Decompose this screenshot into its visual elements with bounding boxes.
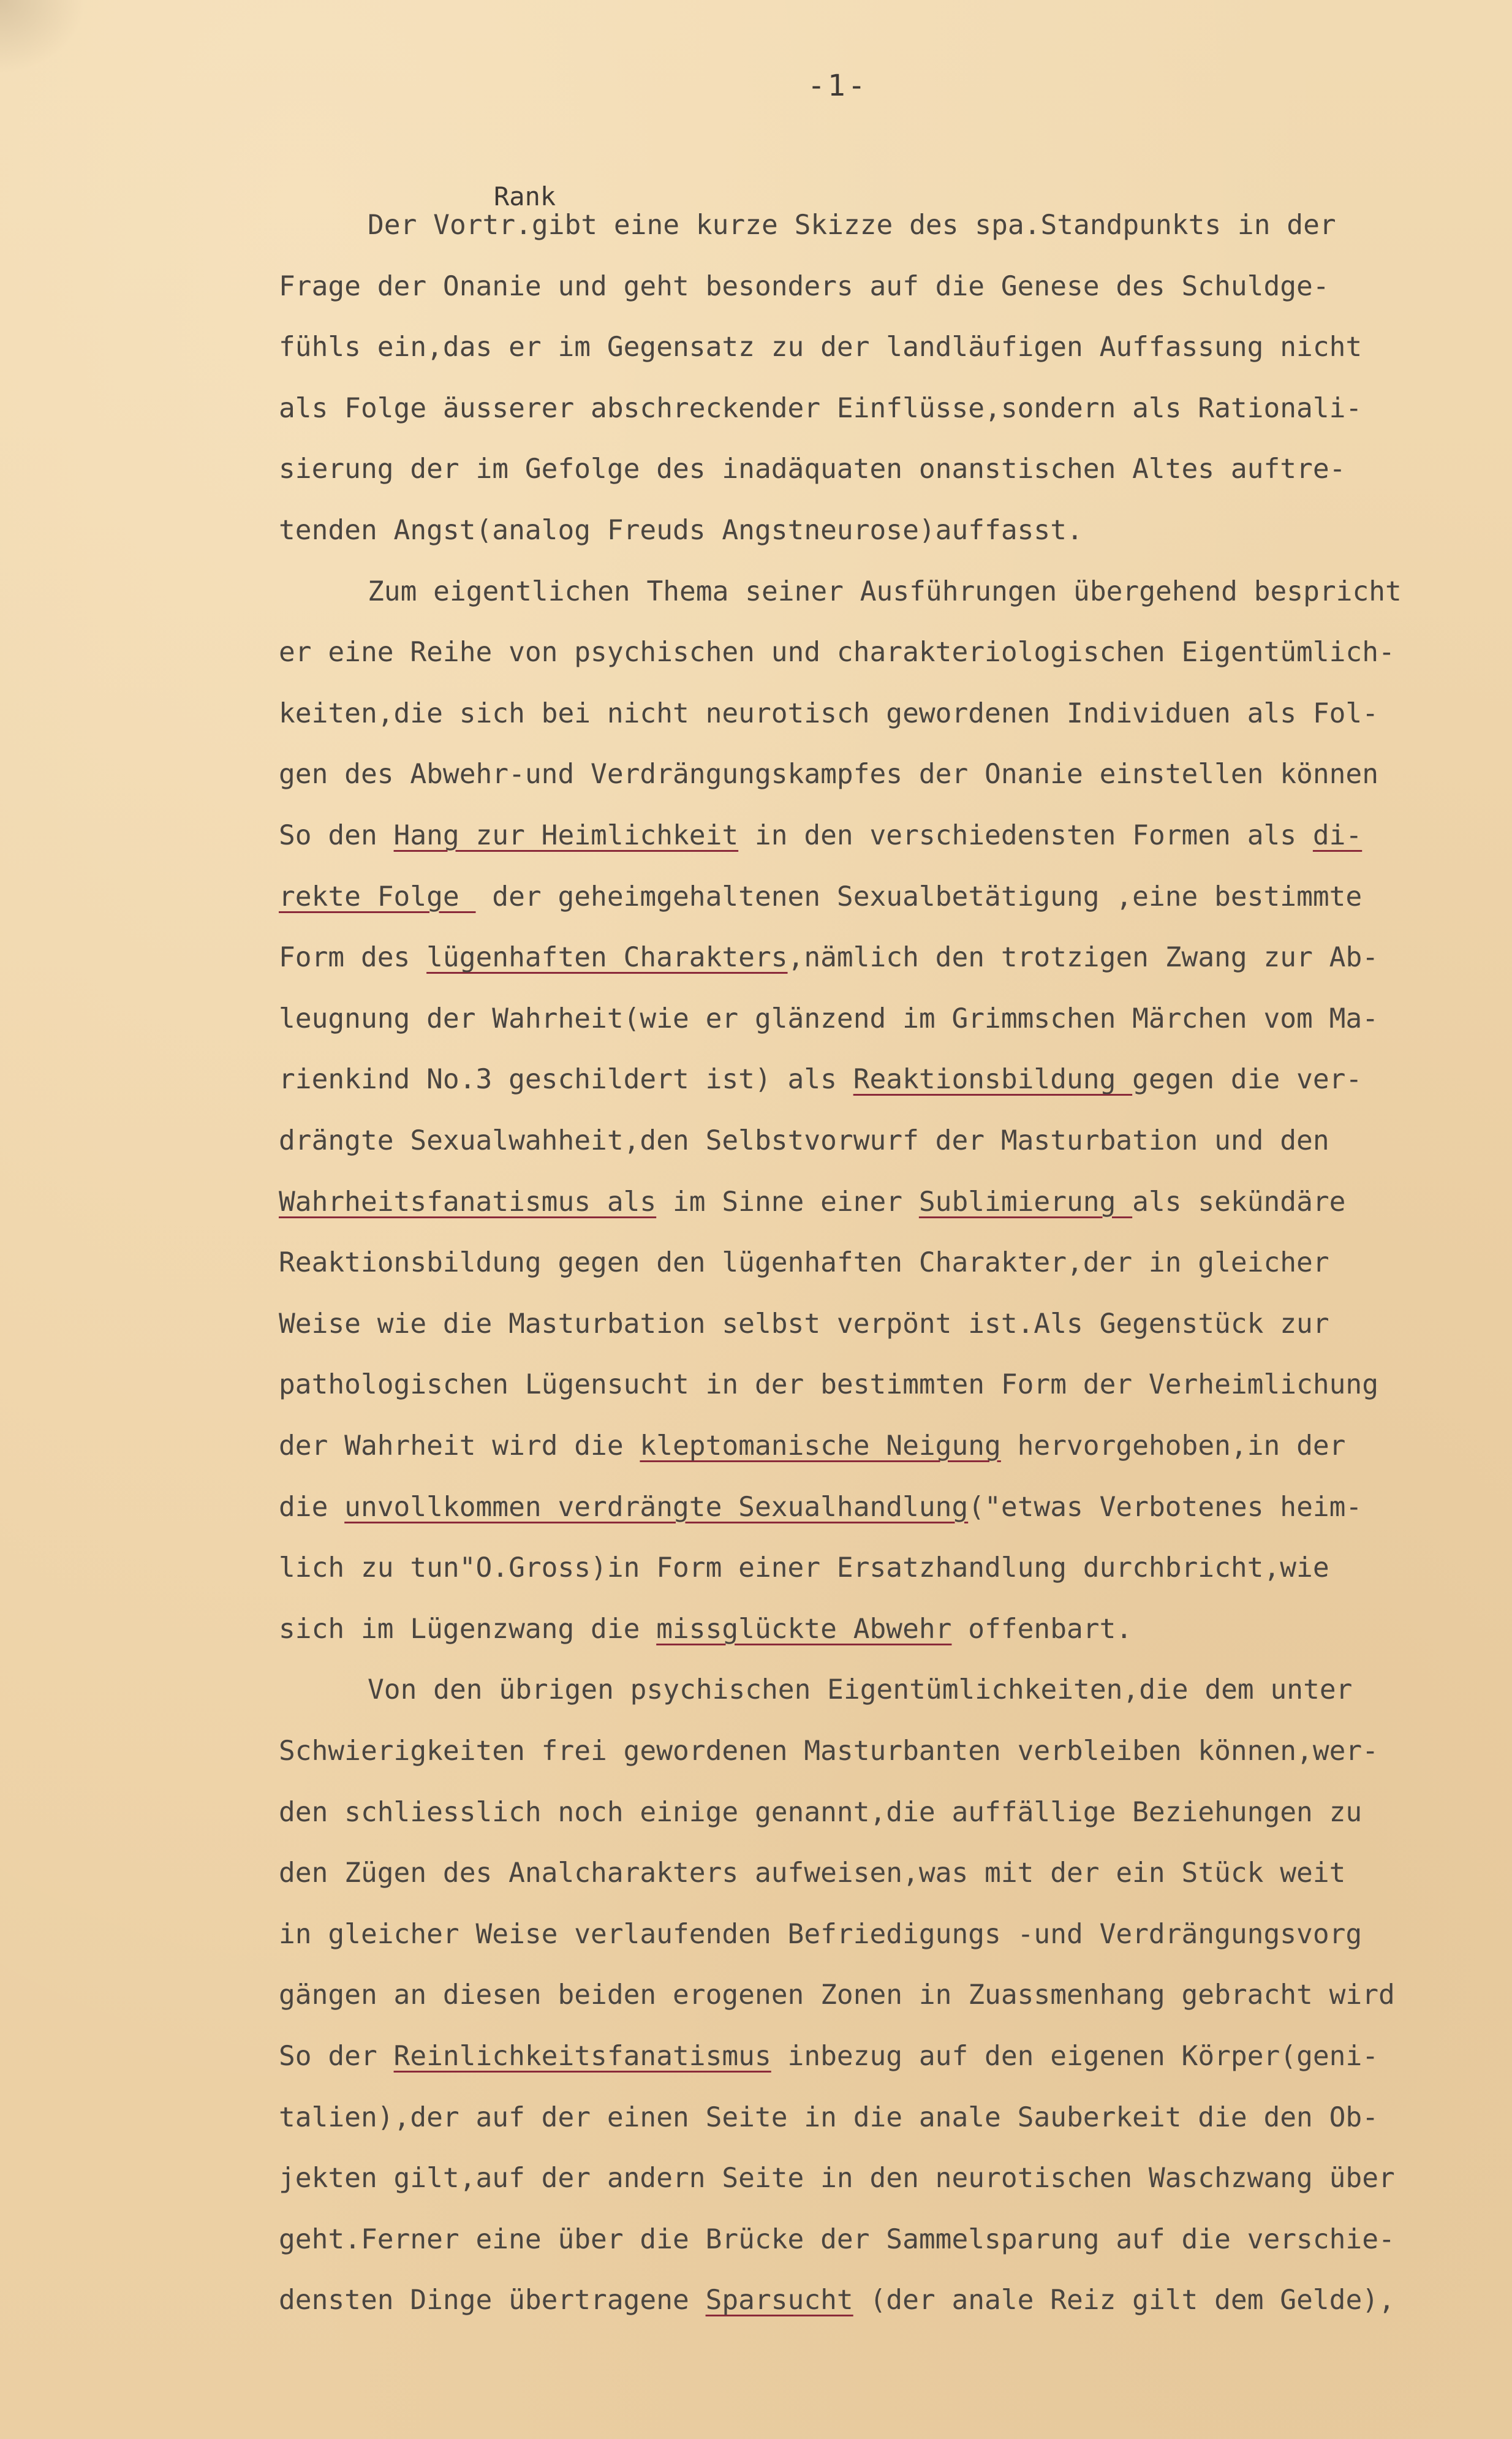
text-segment: gen des Abwehr-und Verdrängungskampfes der Onanie einstellen können [279,759,1379,791]
text-line [279,757,1378,792]
text-segment: sich im Lügenzwang die [279,1613,657,1645]
underlined-phrase: Sublimierung [918,1186,1133,1218]
text-line [368,208,1336,243]
text-segment: inbezug auf den eigenen Körper(geni- [771,2041,1379,2072]
text-segment: in den verschiedensten Formen als [738,820,1313,851]
underlined-phrase: Sparsucht [705,2285,853,2316]
text-line [279,514,1083,548]
text-line [279,1490,1362,1525]
text-line [279,1856,1345,1891]
text-segment: Reaktionsbildung gegen den lügenhaften Charakter,der in gleicher [279,1247,1329,1279]
text-line [279,1612,1132,1647]
text-line [279,270,1329,304]
text-line [279,1002,1378,1036]
text-segment: tenden Angst(analog Freuds Angstneurose)auffasst. [279,515,1083,546]
text-line [279,819,1362,853]
text-line [279,452,1345,487]
text-line [279,1429,1345,1463]
text-segment: fühls ein,das er im Gegensatz zu der landläufigen Auffassung nicht [279,332,1363,363]
text-line [279,2283,1395,2318]
underlined-phrase: lügenhaften Charakters [426,942,788,974]
text-segment: der Wahrheit wird die [279,1430,640,1462]
text-segment: in gleicher Weise verlaufenden Befriedigungs -und Verdrängungsvorg [279,1918,1363,1950]
underlined-phrase: kleptomanische Neigung [640,1430,1001,1462]
text-line [279,635,1395,670]
text-segment: drängte Sexualwahheit,den Selbstvorwurf der Masturbation und den [279,1125,1329,1156]
text-line [368,575,1402,609]
text-segment: Schwierigkeiten frei gewordenen Masturbanten verbleiben können,wer- [279,1735,1379,1767]
text-segment: geht.Ferner eine über die Brücke der Sammelsparung auf die verschie- [279,2223,1395,2255]
text-line [279,330,1362,365]
text-line [368,1673,1352,1707]
underlined-phrase: rekte Folge [279,881,476,912]
text-segment: leugnung der Wahrheit(wie er glänzend im Grimmschen Märchen vom Ma- [279,1003,1379,1034]
underlined-phrase: Wahrheitsfanatismus als [279,1186,657,1218]
text-segment: den schliesslich noch einige genannt,die auffällige Beziehungen zu [279,1796,1363,1828]
text-line [279,1185,1345,1220]
text-segment: rienkind No.3 geschildert ist) als [279,1064,853,1096]
text-line [279,392,1362,426]
text-segment: keiten,die sich bei nicht neurotisch gewordenen Individuen als Fol- [279,697,1379,729]
text-line [279,2101,1378,2135]
text-line [279,880,1362,914]
text-line [279,1734,1378,1769]
underlined-phrase: missglückte Abwehr [656,1613,952,1645]
text-segment: offenbart. [951,1613,1133,1645]
underlined-phrase: Reinlichkeitsfanatismus [393,2041,771,2072]
text-line [279,1917,1362,1952]
underlined-phrase: Hang zur Heimlichkeit [393,820,739,851]
text-line [279,1307,1329,1341]
text-line [279,1551,1329,1585]
text-line [279,1978,1395,2012]
text-line [279,2161,1395,2196]
text-line [279,2223,1395,2257]
margin-note-author: Rank [494,181,556,211]
text-segment: ,nämlich den trotzigen Zwang zur Ab- [787,942,1379,974]
text-segment: jekten gilt,auf der andern Seite in den neurotischen Waschzwang über [279,2163,1395,2194]
text-segment: Zum eigentlichen Thema seiner Ausführungen übergehend bespricht [368,575,1402,607]
underlined-phrase: unvollkommen verdrängte Sexualhandlung [344,1491,969,1523]
text-segment: der geheimgehaltenen Sexualbetätigung ,eine bestimmte [475,881,1363,912]
text-segment: die [279,1491,345,1523]
text-segment: gegen die ver- [1132,1064,1363,1096]
text-line [279,1124,1329,1158]
text-segment: als sekündäre [1132,1186,1346,1218]
text-segment: Der Vortr.gibt eine kurze Skizze des spa.Standpunkts in der [368,210,1336,241]
text-segment: im Sinne einer [656,1186,919,1218]
text-segment: hervorgehoben,in der [1000,1430,1346,1462]
text-segment: Form des [279,942,427,974]
text-segment: So der [279,2041,394,2072]
text-line [279,941,1378,975]
text-line [279,1368,1378,1402]
page-number: -1- [807,69,868,103]
text-segment: lich zu tun"O.Gross)in Form einer Ersatzhandlung durchbricht,wie [279,1552,1329,1584]
text-line [279,1246,1329,1280]
text-segment: er eine Reihe von psychischen und charakteriologischen Eigentümlich- [279,637,1395,669]
text-line [279,697,1378,731]
text-segment: gängen an diesen beiden erogenen Zonen in Zuassmenhang gebracht wird [279,1979,1395,2011]
text-segment: den Zügen des Analcharakters aufweisen,was mit der ein Stück weit [279,1857,1346,1889]
page-corner-stain [0,0,86,74]
underlined-phrase: Reaktionsbildung [853,1064,1133,1096]
text-segment: Weise wie die Masturbation selbst verpönt ist.Als Gegenstück zur [279,1308,1329,1340]
text-segment: als Folge äusserer abschreckender Einflüsse,sondern als Rationali- [279,392,1363,424]
text-segment: ("etwas Verbotenes heim- [968,1491,1363,1523]
text-segment: So den [279,820,394,851]
text-segment: densten Dinge übertragene [279,2285,706,2316]
text-segment: Von den übrigen psychischen Eigentümlichkeiten,die dem unter [368,1674,1353,1706]
text-segment: sierung der im Gefolge des inadäquaten onanstischen Altes auftre- [279,453,1346,485]
text-segment: Frage der Onanie und geht besonders auf die Genese des Schuldge- [279,270,1329,302]
underlined-phrase: di- [1312,820,1363,851]
text-line [279,1796,1362,1830]
text-segment: talien),der auf der einen Seite in die anale Sauberkeit die den Ob- [279,2101,1379,2133]
text-line [279,1063,1362,1097]
text-line [279,2039,1378,2074]
text-segment: pathologischen Lügensucht in der bestimmten Form der Verheimlichung [279,1369,1379,1401]
text-segment: (der anale Reiz gilt dem Gelde), [853,2285,1395,2316]
